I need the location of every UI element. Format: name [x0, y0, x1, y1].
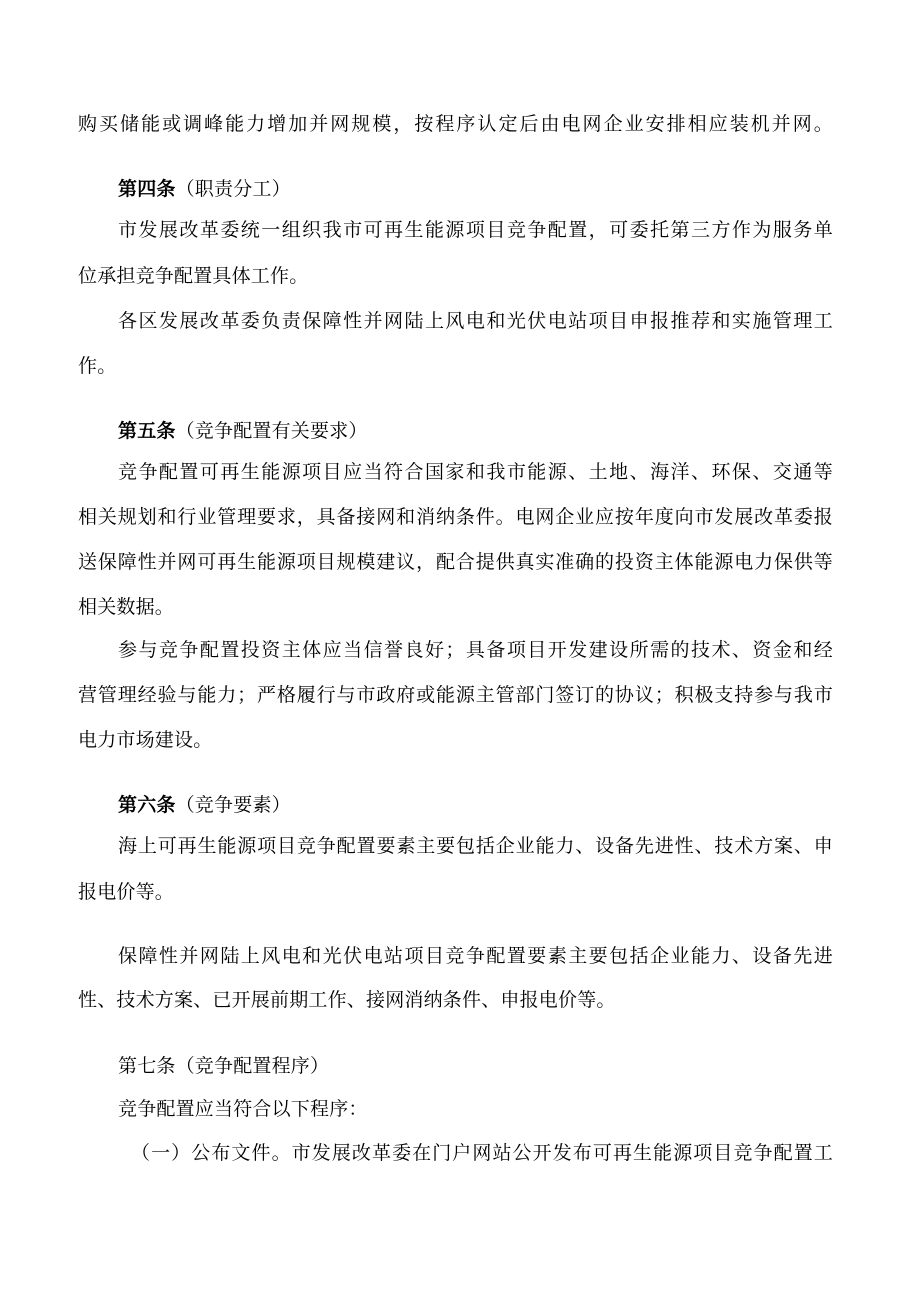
article-5-para-2-line-1: 参与竞争配置投资主体应当信誉良好；具备项目开发建设所需的技术、资金和经: [118, 639, 833, 661]
article-7-para-1: 竞争配置应当符合以下程序：: [118, 1098, 368, 1120]
article-5-heading: [118, 419, 368, 443]
article-6-para-1-line-2: 报电价等。: [78, 881, 175, 903]
article-5-para-2-line-3: 电力市场建设。: [78, 729, 213, 751]
article-5-para-1-line-2: 相关规划和行业管理要求，具备接网和消纳条件。电网企业应按年度向市发展改革委报: [78, 506, 833, 528]
article-6-para-2-line-2: 性、技术方案、已开展前期工作、接网消纳条件、申报电价等。: [78, 989, 616, 1011]
article-4-para-2-line-1: 各区发展改革委负责保障性并网陆上风电和光伏电站项目申报推荐和实施管理工: [118, 310, 833, 332]
article-5-title: （竞争配置有关要求）: [175, 420, 368, 442]
article-4-number: 第四条: [118, 178, 176, 200]
article-5-para-1-line-4: 相关数据。: [78, 596, 175, 618]
paragraph-continuation: 购买储能或调峰能力增加并网规模，按程序认定后由电网企业安排相应装机并网。: [78, 113, 833, 135]
article-5-para-1-line-1: 竞争配置可再生能源项目应当符合国家和我市能源、土地、海洋、环保、交通等: [118, 461, 833, 483]
article-4-title: （职责分工）: [175, 178, 291, 200]
article-4-para-1-line-1: 市发展改革委统一组织我市可再生能源项目竞争配置，可委托第三方作为服务单: [118, 219, 833, 241]
article-4-heading: [118, 177, 291, 201]
article-5-number: 第五条: [118, 420, 176, 442]
article-5-para-2-line-2: 营管理经验与能力；严格履行与市政府或能源主管部门签订的协议；积极支持参与我市: [78, 684, 833, 706]
article-4-para-2-line-2: 作。: [78, 355, 117, 377]
article-6-title: （竞争要素）: [175, 794, 291, 816]
article-6-number: 第六条: [118, 794, 176, 816]
article-6-heading: [118, 793, 291, 817]
article-6-para-2-line-1: 保障性并网陆上风电和光伏电站项目竞争配置要素主要包括企业能力、设备先进: [118, 945, 833, 967]
article-4-para-1-line-2: 位承担竞争配置具体工作。: [78, 265, 309, 287]
article-5-para-1-line-3: 送保障性并网可再生能源项目规模建议，配合提供真实准确的投资主体能源电力保供等: [78, 551, 833, 573]
article-7-heading: 第七条（竞争配置程序）: [118, 1055, 330, 1077]
article-7-item-1-line-1: （一）公布文件。市发展改革委在门户网站公开发布可再生能源项目竞争配置工: [131, 1142, 833, 1164]
article-6-para-1-line-1: 海上可再生能源项目竞争配置要素主要包括企业能力、设备先进性、技术方案、申: [118, 835, 833, 857]
